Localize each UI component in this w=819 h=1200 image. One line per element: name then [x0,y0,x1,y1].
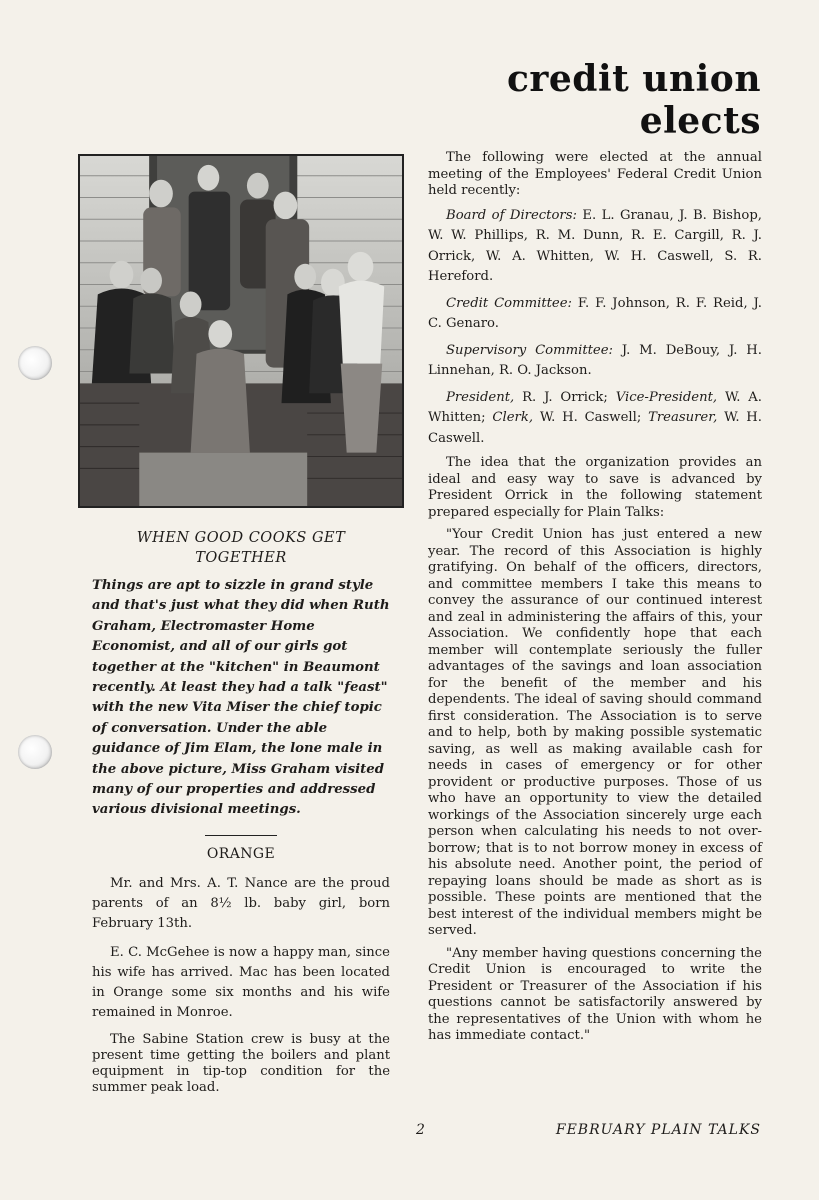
board-names: E. L. Granau, J. B. Bishop, W. W. Phillips, R. M. Dunn, R. E. Cargill, R. J. Orrick, W. A. Whitten, W. H. Caswell, S. R. Hereford. [428,207,763,284]
article-idea: The idea that the organization provides an ideal and easy way to save is advanced by President Orrick in the following statement prepared especially for Plain Talks: [428,455,762,520]
article-column [428,150,762,1051]
supervisory-committee [428,341,762,382]
credit-committee [428,294,762,335]
orange-paragraph-1: Mr. and Mrs. A. T. Nance are the proud parents of an 8½ lb. baby girl, born February 13th. [92,876,390,932]
orrick-quote-1: "Your Credit Union has just entered a new year. The record of this Association is highly gratifying. On behalf of the officers, directors, and committee members I take this means to convey the assurance of our continued interest and zeal in administering the affairs of this, your Association. We confidently hope that each member will contemplate seriously the fuller advantages of the savings and loan association for the benefit of the member and his dependents. The ideal of saving should command first consideration. The Association is to serve and to help, both by making possible systematic saving, as well as making available cash for needs in cases of emergency or for other provident or productive purposes. Those of us who have an opportunity to view the detailed workings of the Association sincerely urge each person when calculating his needs to not over-borrow; that is to not borrow money in excess of his absolute need. Another point, the period of repaying loans should be made as short as is possible. These points are mentioned that the best interest of the individual members might be served. [428,527,762,938]
vp-label: Vice-President, [615,389,718,405]
caption-title-line-2: TOGETHER [195,550,287,566]
orrick-quote-2: "Any member having questions concerning the Credit Union is encouraged to write the President or Treasurer of the Association if his questions cannot be satisfactorily answered by the representatives of the Union with whom he has immediate contact." [428,945,762,1043]
article-intro: The following were elected at the annual meeting of the Employees' Federal Credit Union held recently: [428,150,762,198]
page-title [507,58,761,142]
title-line-2: elects [639,100,761,142]
clerk-label: Clerk, [492,410,534,425]
orange-heading: ORANGE [206,846,276,863]
officers [428,388,762,450]
president-name: R. J. Orrick; [514,389,616,405]
section-divider [205,835,277,837]
binder-hole-top [18,346,52,380]
caption-title-line-1: WHEN GOOD COOKS GET [136,530,346,546]
supervisory-label: Supervisory Committee: [446,342,613,358]
treasurer-name: W. H. Caswell. [428,410,763,446]
photo-caption-body: Things are apt to sizzle in grand style and that's just what they did when Ruth Graham, Electromaster Home Economist, and all of our girls got together at the "kitchen" in Beaumont recently. At least they had a talk "feast" with the new Vita Miser the chief topic of conversation. Under the able guidance of Jim Elam, the lone male in the above picture, Miss Graham visited many of our properties and addressed various divisional meetings. [92,578,390,818]
binder-hole-bottom [18,735,52,769]
title-line-1: credit union [506,58,761,100]
magazine-name: FEBRUARY PLAIN TALKS [555,1122,761,1138]
page-number: 2 [416,1122,425,1138]
orange-paragraph-2: E. C. McGehee is now a happy man, since his wife has arrived. Mac has been located in Orange some six months and his wife remained in Monroe. [92,945,390,1021]
credit-names: F. F. Johnson, R. F. Reid, J. C. Genaro. [428,295,762,331]
board-label: Board of Directors: [446,207,577,223]
clerk-name: W. H. Caswell; [533,410,649,425]
group-photo [78,154,404,508]
board-of-directors [428,206,762,288]
vp-name: W. A. Whitten; [428,389,762,425]
photo-caption-title [92,528,390,568]
orange-paragraph-3: The Sabine Station crew is busy at the present time getting the boilers and plant equipment in tip-top condition for the summer peak load. [92,1032,390,1096]
credit-label: Credit Committee: [446,295,572,311]
president-label: President, [446,389,515,405]
supervisory-names: J. M. DeBouy, J. H. Linnehan, R. O. Jackson. [428,342,762,378]
treasurer-label: Treasurer, [648,410,718,425]
group-photo-icon [80,156,402,506]
left-column [92,528,390,1105]
